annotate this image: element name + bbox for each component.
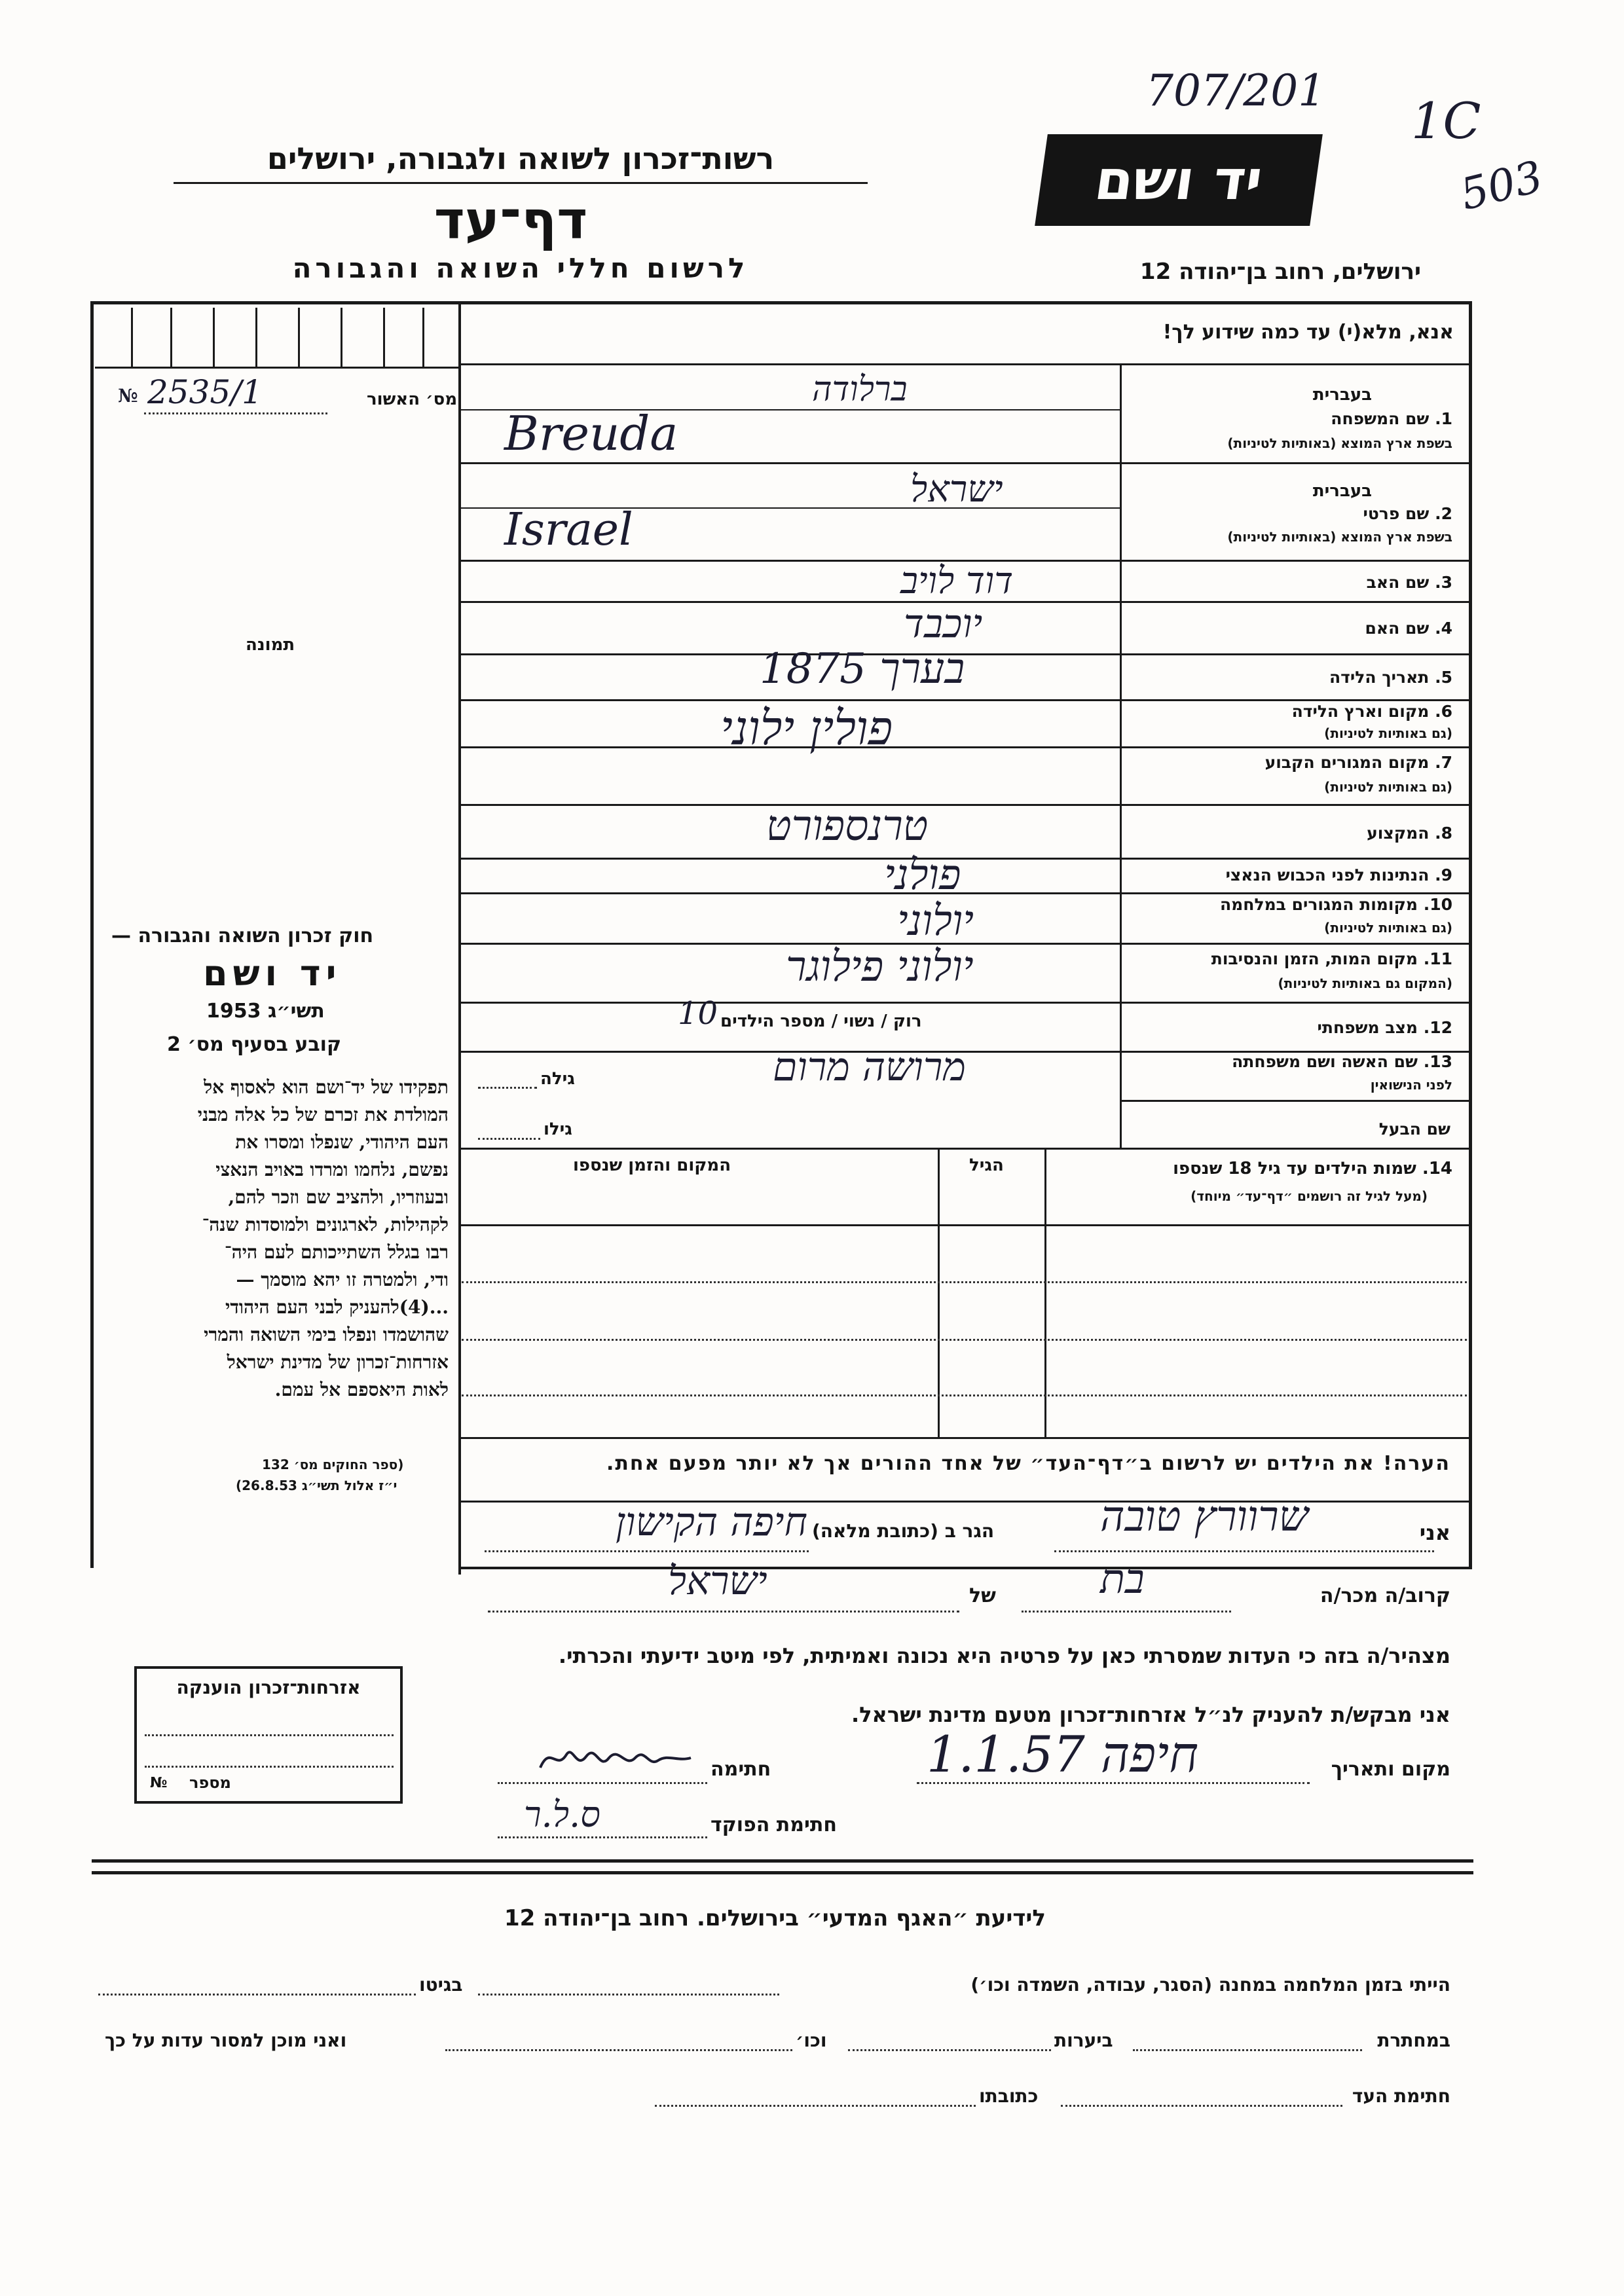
officer-signature-label: חתימת הפוקד <box>710 1813 837 1836</box>
law-body-line: ...(4)להעניק לבני העם היהודי <box>225 1296 449 1318</box>
footer-camp-label: הייתי בזמן המלחמה במחנה (הסגר, עבודה, השמדה וכו׳) <box>970 1974 1450 1995</box>
sublabel-field-1: בשפת ארץ המוצא (באותיות לטיניות) <box>1227 435 1452 451</box>
sublabel-field-6: (גם באותיות לטיניות) <box>1324 725 1452 741</box>
photo-label: תמונה <box>246 635 295 655</box>
law-body-line: נפשם, נלחמו ומרדו באויב הנאצי <box>215 1159 449 1180</box>
field-number: 7. <box>1435 753 1452 772</box>
place-date-label: מקום ותאריך <box>1331 1758 1450 1781</box>
law-body-line: אזרחות־זכרון של מדינת ישראל <box>227 1351 449 1373</box>
sublabel-field-11: (המקום גם באותיות לטיניות) <box>1278 975 1452 991</box>
declaration-request: אני מבקש/ת להעניק לנ״ל אזרחות־זכרון מטעם מדינת ישראל. <box>851 1702 1450 1727</box>
signature-scribble <box>537 1738 694 1777</box>
handwritten-reference: 707/201 <box>1146 65 1326 116</box>
law-body-line: ודי, ולמטרה זו יהא מוסמך — <box>236 1269 449 1290</box>
label-field-7 <box>1265 753 1452 772</box>
value-profession[interactable]: טרנספורט <box>766 802 929 850</box>
field-number: 6. <box>1435 702 1452 721</box>
instruction: אנא, מלא(י) עד כמה שידוע לך! <box>1162 321 1454 344</box>
husband-age-label: גילו <box>544 1120 572 1139</box>
field-number: 9. <box>1435 866 1452 884</box>
value-surname-latin[interactable]: Breuda <box>504 406 678 461</box>
value-birth-date[interactable]: בערך 1875 <box>760 645 965 693</box>
field-number: 10. <box>1423 895 1452 914</box>
form-title: דף־עד <box>434 190 588 251</box>
label-field-3 <box>1367 573 1452 592</box>
form-subtitle: לרשום חללי השואה והגבורה <box>292 252 749 284</box>
value-birth-place[interactable]: פולין ילוני <box>720 701 893 756</box>
resides-label: הגר ב (כתובת מלאה) <box>812 1520 995 1542</box>
value-wartime-residence[interactable]: יולוני <box>897 897 974 945</box>
footer-forests-label: ביערות <box>1054 2030 1113 2051</box>
field-label: תאריך הלידה <box>1329 668 1430 687</box>
yad-vashem-logo <box>1035 134 1323 226</box>
label-field-12 <box>1318 1018 1452 1037</box>
field-label: מקום המות, הזמן והנסיבות <box>1211 949 1418 968</box>
value-father-name[interactable]: דוד לויב <box>900 560 1014 602</box>
address: ירושלים, רחוב בן־יהודה 12 <box>1139 259 1421 285</box>
label-field-4 <box>1365 619 1452 638</box>
law-body-line: העם היהודי, שנפלו ומסרו את <box>235 1131 449 1153</box>
declarant-signature <box>537 1738 694 1777</box>
marital-status-label: רוק / נשוי / מספר הילדים <box>720 1011 922 1031</box>
sublabel-field-13: לפני הנישואין <box>1370 1077 1452 1093</box>
children-col-place: המקום והזמן שנספו <box>573 1156 731 1175</box>
field-number: 12. <box>1423 1018 1452 1037</box>
law-body-line: לאות היאספם אל עמם. <box>274 1379 449 1400</box>
law-body-line: לקהילות, לארגונים ולמוסדות שנה־ <box>202 1214 449 1235</box>
field-label: שם האב <box>1366 573 1430 592</box>
officer-signature: ס.ל.ר <box>524 1794 600 1835</box>
value-mother-name[interactable]: יוכבד <box>904 601 983 647</box>
place-date-value[interactable]: חיפה 1.1.57 <box>927 1725 1199 1783</box>
citizenship-title: אזרחות־זכרון הוענקה <box>176 1677 361 1698</box>
field-label: הנתינות לפני הכבוש הנאצי <box>1225 866 1430 884</box>
relation-of-value[interactable]: ישראל <box>668 1558 767 1604</box>
declaration-statement: מצהיר/ה בזה כי העדות שמסרתי כאן על פרטיה היא נכונה ואמיתית, לפי מיטב ידיעתי והכרתי. <box>558 1643 1450 1668</box>
value-firstname-latin[interactable]: Israel <box>504 504 633 556</box>
law-body-line: ובעוזריו, ולהציב שם וזכר להם, <box>228 1186 449 1208</box>
field-number: 3. <box>1435 573 1452 592</box>
law-year: תשי״ג 1953 <box>206 1000 325 1023</box>
label-field-2 <box>1363 504 1452 523</box>
sublabel-field-7: (גם באותיות לטיניות) <box>1324 779 1452 795</box>
field-number: 4. <box>1435 619 1452 638</box>
label-field-10 <box>1220 895 1452 914</box>
label-field-9 <box>1226 866 1452 884</box>
field-label: שם האם <box>1365 619 1430 638</box>
field-number: 13. <box>1423 1052 1452 1071</box>
law-body <box>98 1074 449 1404</box>
law-body-line: המולדת את זכרם של כל אלה מבני <box>197 1104 449 1125</box>
label-field-1 <box>1331 409 1452 428</box>
field-number: 5. <box>1435 668 1452 687</box>
label-field-6 <box>1292 702 1452 721</box>
field-label: מקום וארץ הלידה <box>1291 702 1430 721</box>
field-number: 1. <box>1435 409 1452 428</box>
law-clause: קובע בסעיף מס׳ 2 <box>167 1033 342 1056</box>
field-number: 11. <box>1423 949 1452 968</box>
label-in-hebrew-1: בעברית <box>1312 385 1372 405</box>
logo-text: יד ושם <box>1090 148 1267 212</box>
value-surname-hebrew[interactable]: ברלודה <box>812 370 908 409</box>
of-label: של <box>969 1584 996 1607</box>
label-field-13 <box>1232 1052 1452 1071</box>
value-wife-name[interactable]: מרושה מרום <box>773 1044 966 1090</box>
field-label: שם האשה ושם משפחתה <box>1232 1052 1418 1071</box>
org-line: רשות־זכרון לשואה ולגבורה, ירושלים <box>267 141 775 176</box>
field-label: המקצוע <box>1367 824 1430 843</box>
children-subtitle: (מעל לגיל זה רושמים ״דף־עד״ מיוחד) <box>1190 1188 1428 1204</box>
field-label: מצב משפחתי <box>1317 1018 1418 1037</box>
footer-witness-signature-label: חתימת העד <box>1352 2085 1450 2107</box>
value-firstname-hebrew[interactable]: ישראל <box>910 468 1003 511</box>
footer-etc-label: וכו׳ <box>796 2030 827 2051</box>
field-number: 2. <box>1435 504 1452 523</box>
field-number: 8. <box>1435 824 1452 843</box>
approval-prefix: № <box>118 385 138 407</box>
children-number: 14. <box>1422 1159 1452 1178</box>
field-label: מקומות המגורים במלחמה <box>1220 895 1418 914</box>
wife-age-label: גילה <box>540 1069 575 1089</box>
margin-mark-2: 503 <box>1455 151 1548 221</box>
label-field-5 <box>1329 668 1452 687</box>
children-title <box>1173 1159 1452 1178</box>
declaration-ani: אני <box>1419 1520 1450 1545</box>
field-label: מקום המגורים הקבוע <box>1264 753 1430 772</box>
footer-underground-label: במחתרת <box>1377 2030 1450 2051</box>
law-name: יד ושם <box>203 953 342 994</box>
relation-value[interactable]: בת <box>1100 1555 1145 1603</box>
margin-mark-1: 1C <box>1411 92 1481 150</box>
children-title-text: שמות הילדים עד גיל 18 שנספו <box>1173 1159 1416 1178</box>
label-field-8 <box>1367 824 1452 843</box>
signature-label: חתימה <box>710 1758 771 1781</box>
label-field-11 <box>1211 949 1452 968</box>
declarant-address[interactable]: חיפה הקישון <box>616 1499 808 1545</box>
law-reference-2: י״ז אלול תשי״ג 26.8.53) <box>236 1478 397 1493</box>
sublabel-field-2: בשפת ארץ המוצא (באותיות לטיניות) <box>1227 529 1452 545</box>
approval-label: מס׳ האשור <box>367 390 458 409</box>
field-label: שם המשפחה <box>1331 409 1430 428</box>
footer-ghetto-label: בגיטו <box>419 1974 463 1995</box>
label-husband: שם הבעל <box>1378 1120 1450 1139</box>
law-body-line: רבו בגלל השתייכותם לעם היה־ <box>224 1241 449 1263</box>
citizenship-number-prefix: № <box>150 1775 168 1791</box>
children-note: הערה! את הילדים יש לרשום ב״דף־העד״ של אחד ההורים אך לא יותר מפעם אחת. <box>606 1452 1450 1475</box>
sublabel-field-10: (גם באותיות לטיניות) <box>1324 920 1452 936</box>
declarant-name[interactable]: שרוורץ טובה <box>1100 1493 1308 1541</box>
law-title: חוק זכרון השואה והגבורה — <box>111 924 374 947</box>
law-reference-1: (ספר החוקים מס׳ 132 <box>262 1457 404 1472</box>
footer-testimony-label: ואני מוכן למסור עדות על כך <box>105 2030 347 2051</box>
law-body-line: תפקידו של יד־ושם הוא לאסוף אל <box>204 1076 449 1098</box>
law-body-line: שהושמדו ונפלו בימי השואה והמרי <box>204 1324 449 1345</box>
value-nationality[interactable]: פולני <box>884 851 961 900</box>
value-children-count[interactable]: 10 <box>678 995 718 1032</box>
field-label: שם פרטי <box>1363 504 1430 523</box>
relation-label: קרוב/ה מכר/ה <box>1320 1584 1450 1607</box>
label-in-hebrew-2: בעברית <box>1312 481 1372 501</box>
value-death-place[interactable]: יולוני פילוגר <box>786 943 974 991</box>
children-col-age: הגיל <box>969 1156 1004 1175</box>
citizenship-box <box>134 1666 403 1804</box>
footer-address-label: כתובתו <box>979 2085 1039 2107</box>
approval-number[interactable]: 2535/1 <box>147 373 263 411</box>
footer-title: לידיעת ״האגף המדעי״ בירושלים. רחוב בן־יהודה 12 <box>504 1905 1046 1931</box>
citizenship-number-label: מספר <box>189 1774 231 1792</box>
